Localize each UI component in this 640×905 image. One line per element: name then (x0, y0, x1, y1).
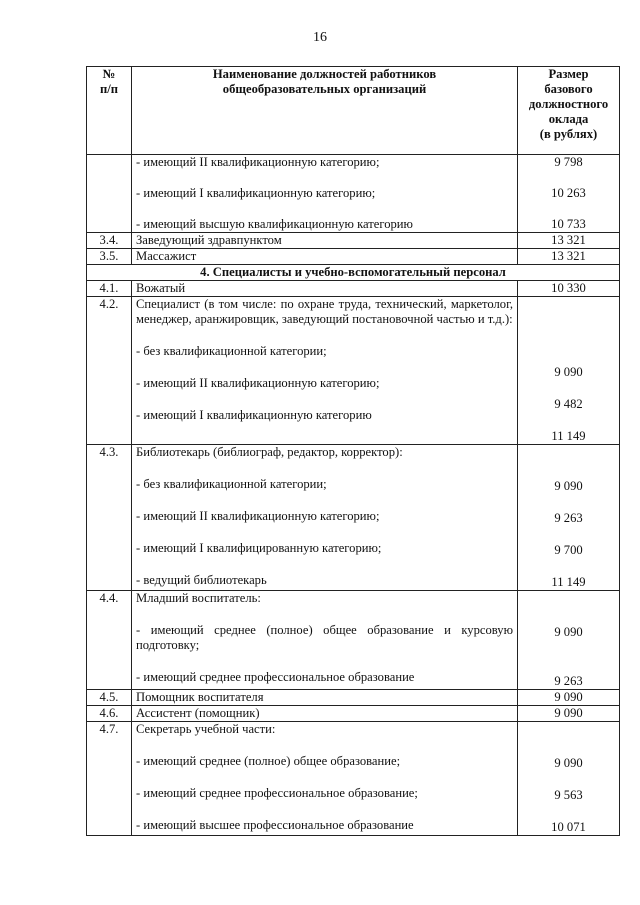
row-name: Специалист (в том числе: по охране труда, технический, маркетолог, менеджер, аранжировщик, заведующий постановочной частью и т.д.): - без квалификационной категории; - имеющий II квалификационную категорию; - имеющий I квалификационную категорию (132, 297, 518, 445)
row-number (87, 155, 132, 233)
row-number: 3.5. (87, 249, 132, 265)
table-row (87, 445, 620, 591)
table-row (87, 591, 620, 690)
table-row (87, 706, 620, 722)
row-name: Массажист (132, 249, 518, 265)
table-header-row (87, 67, 620, 155)
row-salary: 13 321 (518, 233, 620, 249)
row-name: Вожатый (132, 281, 518, 297)
row-number: 4.1. (87, 281, 132, 297)
table-row (87, 297, 620, 445)
row-salary: 9 798 10 263 10 733 (518, 155, 620, 233)
row-name: Ассистент (помощник) (132, 706, 518, 722)
row-number: 3.4. (87, 233, 132, 249)
row-number: 4.2. (87, 297, 132, 445)
row-number: 4.4. (87, 591, 132, 690)
row-name: Заведующий здравпунктом (132, 233, 518, 249)
section-heading-row (87, 265, 620, 281)
row-name: Помощник воспитателя (132, 690, 518, 706)
row-salary: 9 090 (518, 706, 620, 722)
row-salary: 10 330 (518, 281, 620, 297)
header-position-name: Наименование должностей работников общеобразовательных организаций (132, 67, 518, 155)
table-row (87, 722, 620, 836)
row-name: - имеющий II квалификационную категорию; - имеющий I квалификационную категорию; - имеющий высшую квалификационную категорию (132, 155, 518, 233)
row-salary: 13 321 (518, 249, 620, 265)
row-name: Младший воспитатель: - имеющий среднее (полное) общее образование и курсовую подготовку; - имеющий среднее профессиональное образование (132, 591, 518, 690)
table-row (87, 155, 620, 233)
row-salary: 9 090 9 263 9 700 11 149 (518, 445, 620, 591)
header-number: № п/п (87, 67, 132, 155)
header-salary: Размер базового должностного оклада (в рублях) (518, 67, 620, 155)
row-salary: 9 090 (518, 690, 620, 706)
row-salary: 9 090 9 263 (518, 591, 620, 690)
salary-table (86, 66, 620, 836)
table-row (87, 233, 620, 249)
row-number: 4.6. (87, 706, 132, 722)
page-number: 16 (313, 30, 327, 45)
table-row (87, 690, 620, 706)
row-number: 4.7. (87, 722, 132, 836)
row-salary: 9 090 9 482 11 149 (518, 297, 620, 445)
table-row (87, 249, 620, 265)
row-salary: 9 090 9 563 10 071 (518, 722, 620, 836)
row-name: Библиотекарь (библиограф, редактор, корректор): - без квалификационной категории; - имеющий II квалификационную категорию; - имеющий I квалифицированную категорию; - ведущий библиотекарь (132, 445, 518, 591)
table-row (87, 281, 620, 297)
section-title: 4. Специалисты и учебно-вспомогательный персонал (87, 265, 620, 281)
row-number: 4.3. (87, 445, 132, 591)
row-name: Секретарь учебной части: - имеющий среднее (полное) общее образование; - имеющий среднее профессиональное образование; - имеющий высшее профессиональное образование (132, 722, 518, 836)
row-number: 4.5. (87, 690, 132, 706)
